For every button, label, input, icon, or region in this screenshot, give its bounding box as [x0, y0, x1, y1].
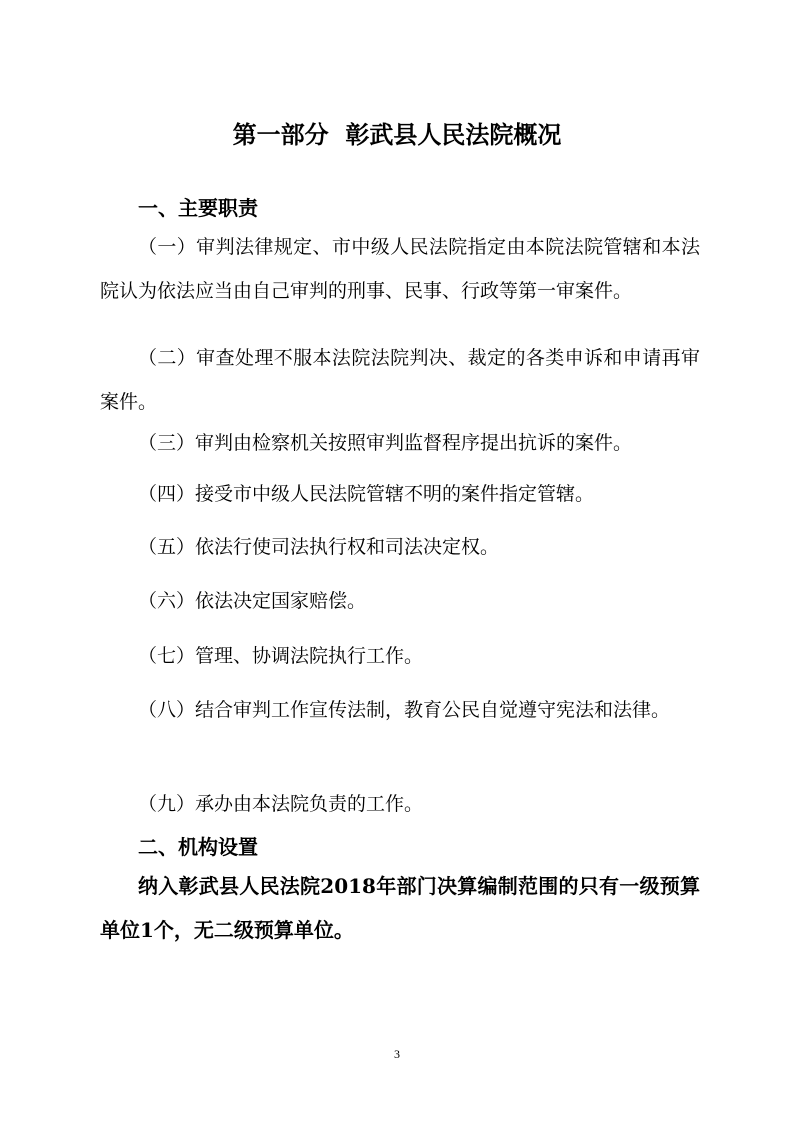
responsibility-item-9: （九）承办由本法院负责的工作。 [138, 793, 424, 815]
responsibility-item-5: （五）依法行使司法执行权和司法决定权。 [138, 536, 500, 558]
page-title: 第一部分 彰武县人民法院概况 [232, 120, 562, 149]
responsibility-item-2: （二）审查处理不服本法院法院判决、裁定的各类申诉和申请再审案件。 [100, 347, 700, 413]
responsibility-item-3: （三）审判由检察机关按照审判监督程序提出抗诉的案件。 [138, 432, 633, 454]
responsibility-item-4: （四）接受市中级人民法院管辖不明的案件指定管辖。 [138, 483, 595, 505]
responsibility-item-1: （一）审判法律规定、市中级人民法院指定由本院法院管辖和本法院认为依法应当由自己审判的刑事、民事、行政等第一审案件。 [100, 236, 700, 302]
organization-body: 纳入彰武县人民法院2018年部门决算编制范围的只有一级预算单位1个，无二级预算单位。 [100, 874, 700, 942]
section-heading-responsibilities: 一、主要职责 [138, 196, 258, 220]
section-heading-organization: 二、机构设置 [138, 835, 258, 859]
responsibility-item-6: （六）依法决定国家赔偿。 [138, 590, 367, 612]
responsibility-item-7: （七）管理、协调法院执行工作。 [138, 645, 424, 667]
page-number: 3 [394, 1047, 400, 1061]
responsibility-item-8: （八）结合审判工作宣传法制，教育公民自觉遵守宪法和法律。 [138, 699, 671, 721]
